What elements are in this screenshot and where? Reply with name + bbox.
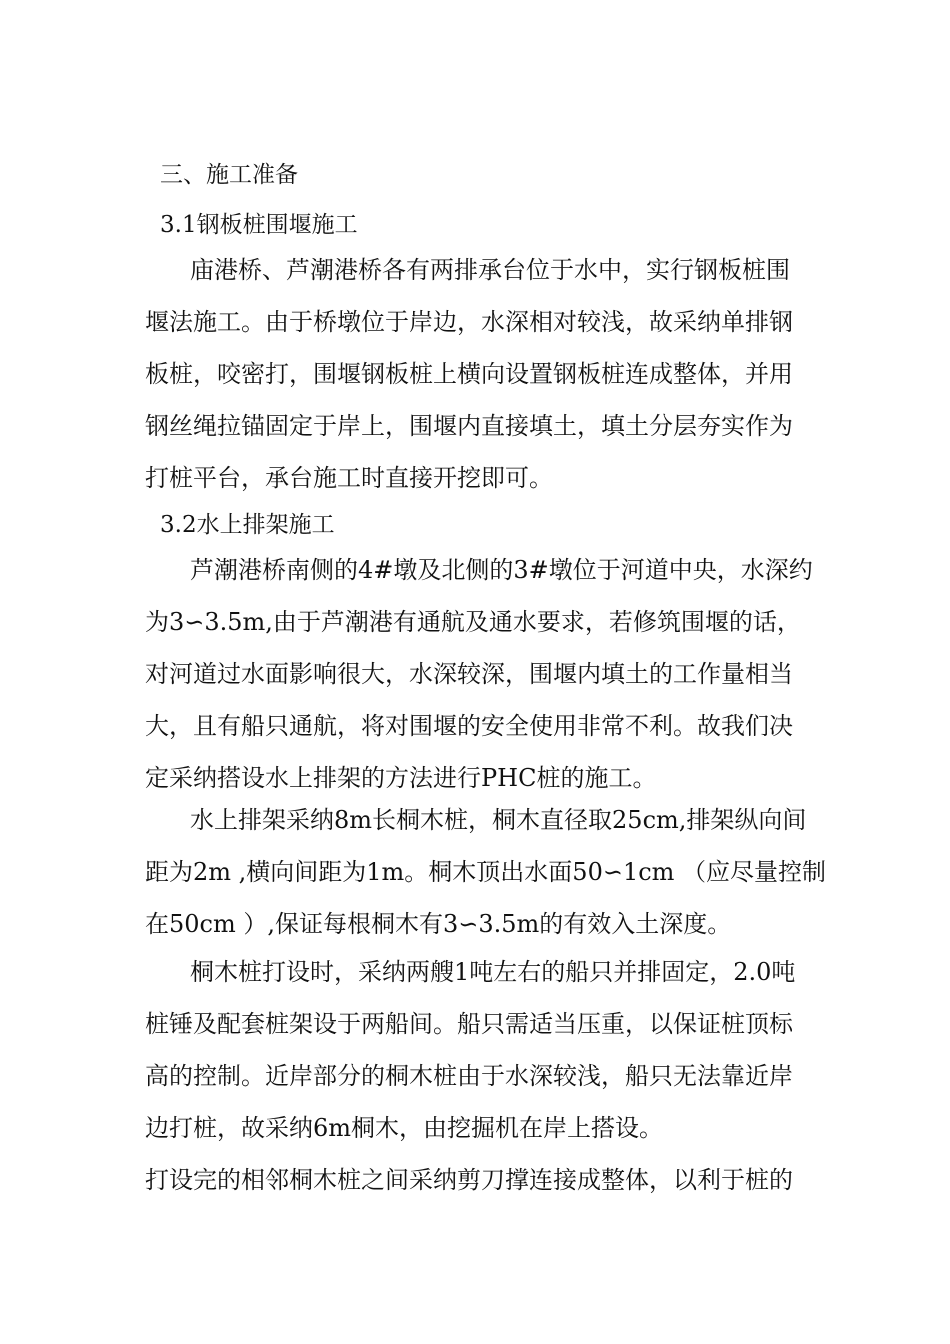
paragraph-line: 水上排架采纳8m长桐木桩，桐木直径取25cm,排架纵向间: [190, 806, 807, 834]
paragraph-line: 定采纳搭设水上排架的方法进行PHC桩的施工。: [145, 764, 657, 792]
paragraph-line: 在50cm ）,保证每根桐木有3∽3.5m的有效入土深度。: [145, 910, 732, 938]
paragraph-line: 打设完的相邻桐木桩之间采纳剪刀撑连接成整体，以利于桩的: [145, 1166, 793, 1194]
paragraph-line: 钢丝绳拉锚固定于岸上，围堰内直接填土，填土分层夯实作为: [145, 412, 793, 440]
paragraph-line: 大，且有船只通航，将对围堰的安全使用非常不利。故我们决: [145, 712, 793, 740]
paragraph-line: 桐木桩打设时，采纳两艘1吨左右的船只并排固定，2.0吨: [190, 958, 796, 986]
subsection-heading-3-2: 3.2水上排架施工: [160, 512, 335, 538]
subsection-heading-3-1: 3.1钢板桩围堰施工: [160, 212, 358, 238]
paragraph-line: 高的控制。近岸部分的桐木桩由于水深较浅，船只无法靠近岸: [145, 1062, 793, 1090]
paragraph-line: 边打桩，故采纳6m桐木，由挖掘机在岸上搭设。: [145, 1114, 664, 1142]
paragraph-line: 堰法施工。由于桥墩位于岸边，水深相对较浅，故采纳单排钢: [145, 308, 793, 336]
paragraph-line: 对河道过水面影响很大，水深较深，围堰内填土的工作量相当: [145, 660, 793, 688]
paragraph-line: 桩锤及配套桩架设于两船间。船只需适当压重，以保证桩顶标: [145, 1010, 793, 1038]
paragraph-line: 距为2m ,横向间距为1m。桐木顶出水面50∽1cm （应尽量控制: [145, 858, 827, 886]
paragraph-line: 庙港桥、芦潮港桥各有两排承台位于水中，实行钢板桩围: [190, 256, 790, 284]
paragraph-line: 为3∽3.5m,由于芦潮港有通航及通水要求，若修筑围堰的话，: [145, 608, 801, 636]
section-title: 三、施工准备: [160, 162, 298, 188]
paragraph-line: 芦潮港桥南侧的4#墩及北侧的3#墩位于河道中央，水深约: [190, 556, 813, 584]
paragraph-line: 板桩，咬密打，围堰钢板桩上横向设置钢板桩连成整体，并用: [145, 360, 793, 388]
paragraph-line: 打桩平台，承台施工时直接开挖即可。: [145, 464, 553, 492]
